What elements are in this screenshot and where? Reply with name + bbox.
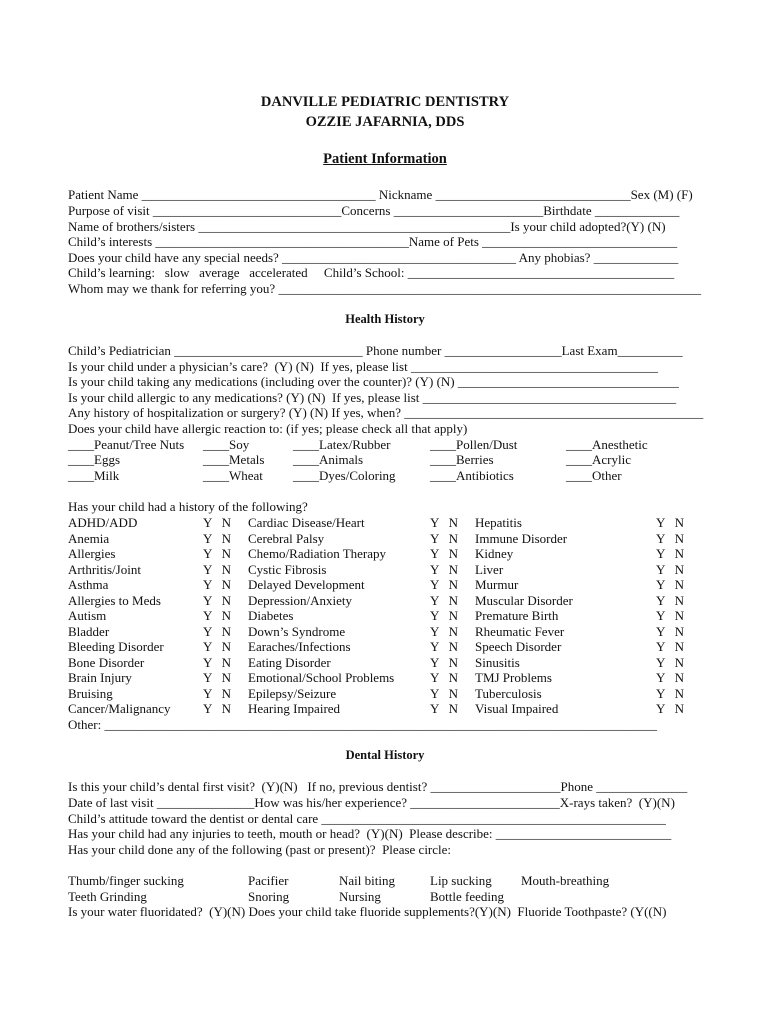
yes-no-option[interactable]: Y N: [430, 686, 459, 701]
yes-no-option[interactable]: Y N: [430, 546, 459, 561]
allergy-option[interactable]: ____Eggs: [68, 452, 120, 467]
yes-no-option[interactable]: Y N: [203, 608, 232, 623]
other-conditions-line[interactable]: Other: _____________________________________________________________________________________: [68, 717, 657, 732]
condition-label: Earaches/Infections: [248, 639, 351, 654]
condition-label: Rheumatic Fever: [475, 624, 565, 639]
pediatrician-line[interactable]: Child’s Pediatrician _____________________________ Phone number __________________Last Exam__________: [68, 343, 683, 358]
yes-no-option[interactable]: Y N: [656, 593, 685, 608]
condition-label: Cystic Fibrosis: [248, 562, 327, 577]
condition-label: Epilepsy/Seizure: [248, 686, 337, 701]
condition-label: Bleeding Disorder: [68, 639, 164, 654]
condition-label: Arthritis/Joint: [68, 562, 141, 577]
condition-label: Depression/Anxiety: [248, 593, 352, 608]
condition-label: Autism: [68, 608, 107, 623]
medications-line[interactable]: Is your child taking any medications (including over the counter)? (Y) (N) __________________________________: [68, 374, 679, 389]
allergy-option[interactable]: ____Wheat: [203, 468, 263, 483]
condition-label: Emotional/School Problems: [248, 670, 395, 685]
yes-no-option[interactable]: Y N: [203, 577, 232, 592]
yes-no-option[interactable]: Y N: [430, 655, 459, 670]
condition-label: Diabetes: [248, 608, 294, 623]
yes-no-option[interactable]: Y N: [656, 701, 685, 716]
condition-label: Allergies to Meds: [68, 593, 161, 608]
habit-option[interactable]: Nursing: [339, 889, 381, 904]
doctor-name: OZZIE JAFARNIA, DDS: [305, 114, 465, 130]
condition-label: Liver: [475, 562, 504, 577]
yes-no-option[interactable]: Y N: [656, 562, 685, 577]
yes-no-option[interactable]: Y N: [656, 515, 685, 530]
yes-no-option[interactable]: Y N: [430, 701, 459, 716]
injuries-line[interactable]: Has your child had any injuries to teeth, mouth or head? (Y)(N) Please describe: ___________________________: [68, 826, 672, 841]
allergy-option[interactable]: ____Dyes/Coloring: [293, 468, 396, 483]
yes-no-option[interactable]: Y N: [203, 531, 232, 546]
learning-line[interactable]: Child’s learning: slow average accelerated Child’s School: _________________________________________: [68, 265, 675, 280]
allergy-option[interactable]: ____Anesthetic: [566, 437, 648, 452]
yes-no-option[interactable]: Y N: [656, 686, 685, 701]
hospitalization-line[interactable]: Any history of hospitalization or surgery? (Y) (N) If yes, when? ______________________________________________: [68, 405, 704, 420]
siblings-line[interactable]: Name of brothers/sisters ________________________________________________Is your child adopted?(Y) (N): [68, 219, 666, 234]
yes-no-option[interactable]: Y N: [203, 624, 232, 639]
condition-label: Eating Disorder: [248, 655, 331, 670]
interests-line[interactable]: Child’s interests _______________________________________Name of Pets ______________________________: [68, 234, 678, 249]
yes-no-option[interactable]: Y N: [656, 577, 685, 592]
habit-option[interactable]: Snoring: [248, 889, 290, 904]
yes-no-option[interactable]: Y N: [203, 639, 232, 654]
last-visit-line[interactable]: Date of last visit _______________How was his/her experience? _______________________X-rays taken? (Y)(N): [68, 795, 675, 810]
attitude-line[interactable]: Child’s attitude toward the dentist or dental care _____________________________________________________: [68, 811, 666, 826]
condition-label: Cancer/Malignancy: [68, 701, 171, 716]
physician-care-line[interactable]: Is your child under a physician’s care? (Y) (N) If yes, please list ______________________________________: [68, 359, 658, 374]
yes-no-option[interactable]: Y N: [656, 531, 685, 546]
habit-option[interactable]: Pacifier: [248, 873, 289, 888]
purpose-line[interactable]: Purpose of visit _____________________________Concerns _______________________Birthdate _____________: [68, 203, 680, 218]
condition-label: Cerebral Palsy: [248, 531, 325, 546]
condition-label: Kidney: [475, 546, 514, 561]
habit-option[interactable]: Teeth Grinding: [68, 889, 147, 904]
yes-no-option[interactable]: Y N: [430, 608, 459, 623]
yes-no-option[interactable]: Y N: [203, 515, 232, 530]
condition-label: Asthma: [68, 577, 109, 592]
allergy-option[interactable]: ____Pollen/Dust: [430, 437, 518, 452]
condition-label: Chemo/Radiation Therapy: [248, 546, 387, 561]
allergy-option[interactable]: ____Milk: [68, 468, 120, 483]
first-visit-line[interactable]: Is this your child’s dental first visit? (Y)(N) If no, previous dentist? ____________________Phone ______________: [68, 779, 688, 794]
yes-no-option[interactable]: Y N: [656, 639, 685, 654]
habit-option[interactable]: Bottle feeding: [430, 889, 505, 904]
yes-no-option[interactable]: Y N: [656, 546, 685, 561]
yes-no-option[interactable]: Y N: [203, 593, 232, 608]
conditions-prompt: Has your child had a history of the following?: [68, 499, 308, 514]
dental-history-heading: Dental History: [345, 748, 425, 762]
allergy-option[interactable]: ____Soy: [203, 437, 250, 452]
health-history-heading: Health History: [345, 312, 425, 326]
yes-no-option[interactable]: Y N: [656, 608, 685, 623]
condition-label: Muscular Disorder: [475, 593, 573, 608]
yes-no-option[interactable]: Y N: [203, 562, 232, 577]
yes-no-option[interactable]: Y N: [430, 562, 459, 577]
condition-label: Down’s Syndrome: [248, 624, 346, 639]
condition-label: Bone Disorder: [68, 655, 145, 670]
fluoride-line[interactable]: Is your water fluoridated? (Y)(N) Does your child take fluoride supplements?(Y)(N) Fluoride Toothpaste? (Y((N): [68, 904, 667, 919]
habit-option[interactable]: Mouth-breathing: [521, 873, 610, 888]
allergy-option[interactable]: ____Latex/Rubber: [293, 437, 391, 452]
med-allergy-line[interactable]: Is your child allergic to any medications? (Y) (N) If yes, please list _______________________________________: [68, 390, 677, 405]
condition-label: Hepatitis: [475, 515, 522, 530]
habit-option[interactable]: Lip sucking: [430, 873, 492, 888]
condition-label: Hearing Impaired: [248, 701, 341, 716]
yes-no-option[interactable]: Y N: [656, 655, 685, 670]
condition-label: Premature Birth: [475, 608, 559, 623]
allergy-option[interactable]: ____Metals: [203, 452, 265, 467]
condition-label: Allergies: [68, 546, 116, 561]
condition-label: ADHD/ADD: [68, 515, 138, 530]
condition-label: Murmur: [475, 577, 519, 592]
condition-label: TMJ Problems: [475, 670, 552, 685]
yes-no-option[interactable]: Y N: [430, 515, 459, 530]
yes-no-option[interactable]: Y N: [656, 624, 685, 639]
condition-label: Anemia: [68, 531, 110, 546]
condition-label: Visual Impaired: [475, 701, 559, 716]
condition-label: Immune Disorder: [475, 531, 568, 546]
allergy-option[interactable]: ____Antibiotics: [430, 468, 514, 483]
referral-line[interactable]: Whom may we thank for referring you? _________________________________________________________________: [68, 281, 701, 296]
yes-no-option[interactable]: Y N: [203, 546, 232, 561]
yes-no-option[interactable]: Y N: [203, 670, 232, 685]
condition-label: Brain Injury: [68, 670, 132, 685]
condition-label: Bruising: [68, 686, 113, 701]
allergic-reaction-line: Does your child have allergic reaction to: (if yes; please check all that apply): [68, 421, 468, 436]
habit-option[interactable]: Nail biting: [339, 873, 395, 888]
condition-label: Speech Disorder: [475, 639, 562, 654]
practice-name: DANVILLE PEDIATRIC DENTISTRY: [260, 94, 510, 110]
yes-no-option[interactable]: Y N: [203, 701, 232, 716]
allergy-option[interactable]: ____Acrylic: [566, 452, 631, 467]
yes-no-option[interactable]: Y N: [430, 639, 459, 654]
habit-option[interactable]: Thumb/finger sucking: [68, 873, 184, 888]
condition-label: Delayed Development: [248, 577, 365, 592]
condition-label: Tuberculosis: [475, 686, 542, 701]
yes-no-option[interactable]: Y N: [430, 593, 459, 608]
allergy-option[interactable]: ____Other: [566, 468, 622, 483]
yes-no-option[interactable]: Y N: [203, 655, 232, 670]
yes-no-option[interactable]: Y N: [430, 624, 459, 639]
yes-no-option[interactable]: Y N: [430, 577, 459, 592]
yes-no-option[interactable]: Y N: [430, 531, 459, 546]
form-title: Patient Information: [323, 151, 447, 167]
condition-label: Sinusitis: [475, 655, 520, 670]
patient-name-line[interactable]: Patient Name ____________________________________ Nickname ______________________________Sex (M) (F): [68, 187, 693, 202]
yes-no-option[interactable]: Y N: [656, 670, 685, 685]
allergy-option[interactable]: ____Peanut/Tree Nuts: [68, 437, 185, 452]
habits-prompt: Has your child done any of the following (past or present)? Please circle:: [68, 842, 452, 857]
allergy-option[interactable]: ____Animals: [293, 452, 364, 467]
yes-no-option[interactable]: Y N: [430, 670, 459, 685]
yes-no-option[interactable]: Y N: [203, 686, 232, 701]
allergy-option[interactable]: ____Berries: [430, 452, 494, 467]
condition-label: Cardiac Disease/Heart: [248, 515, 365, 530]
condition-label: Bladder: [68, 624, 110, 639]
special-needs-line[interactable]: Does your child have any special needs? ____________________________________ Any phobias? _____________: [68, 250, 679, 265]
